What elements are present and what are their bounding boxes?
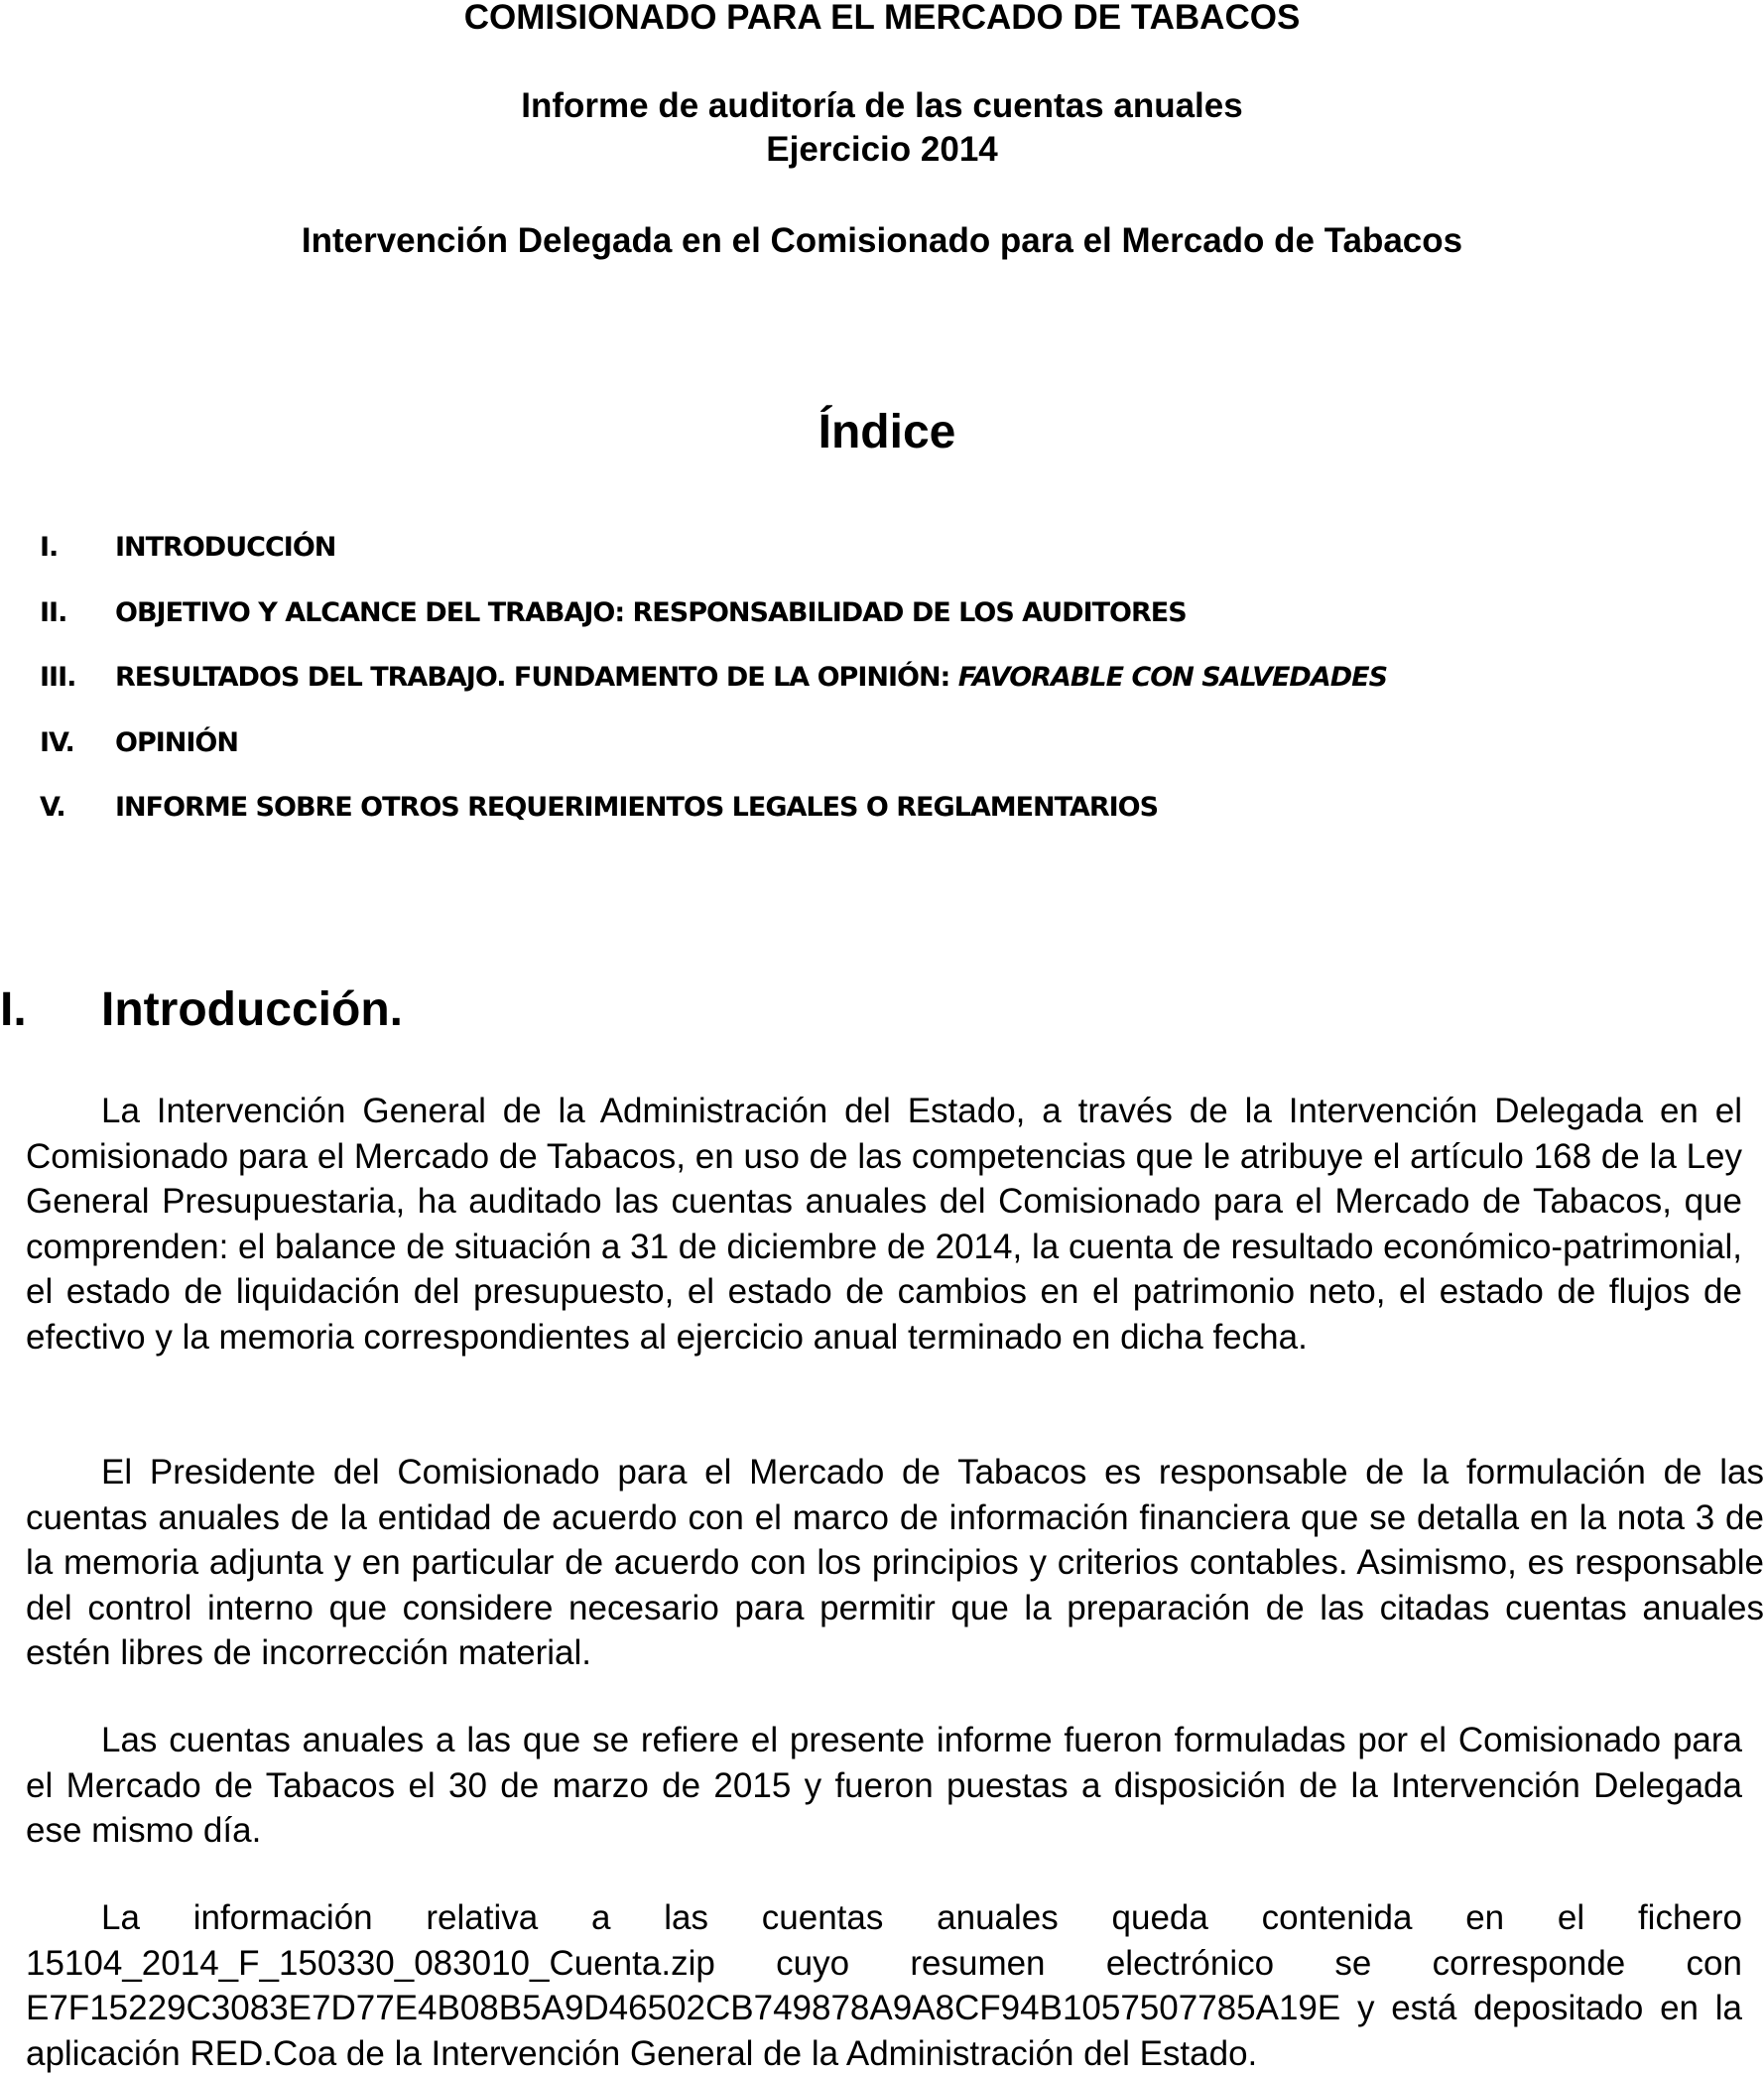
organization-title: COMISIONADO PARA EL MERCADO DE TABACOS (463, 0, 1301, 37)
toc-item-number: II. (40, 596, 67, 628)
body-paragraph: La Intervención General de la Administración del Estado, a través de la Intervención Delegada en el Comisionado para el Mercado de Tabacos, en uso de las competencias que le atribuye el artículo 168 de la Ley General Presupuestaria, ha auditado las cuentas anuales del Comisionado para el Mercado de Tabacos, que comprenden: el balance de situación a 31 de diciembre de 2014, la cuenta de resultado económico-patrimonial, el estado de liquidación del presupuesto, el estado de cambios en el patrimonio neto, el estado de flujos de efectivo y la memoria correspondientes al ejercicio anual terminado en dicha fecha. (26, 1092, 1742, 1357)
body-paragraph: El Presidente del Comisionado para el Mercado de Tabacos es responsable de la formulación de las cuentas anuales de la entidad de acuerdo con el marco de información financiera que se detalla en la nota 3 de la memoria adjunta y en particular de acuerdo con los principios y criterios contables. Asimismo, es responsable del control interno que considere necesario para permitir que la preparación de las citadas cuentas anuales estén libres de incorrección material. (26, 1453, 1764, 1672)
toc-item-label: OPINIÓN (115, 726, 238, 758)
department-title: Intervención Delegada en el Comisionado para el Mercado de Tabacos (301, 221, 1463, 260)
table-of-contents (0, 526, 1764, 851)
toc-item-emphasis: FAVORABLE CON SALVEDADES (957, 662, 1388, 693)
section-title: Introducción. (101, 983, 403, 1036)
toc-item-number: I. (40, 532, 59, 563)
body-paragraph: La información relativa a las cuentas anuales queda contenida en el fichero 15104_2014_F_150330_083010_Cuenta.zip cuyo resumen electrónico se corresponde con E7F15229C3083E7D77E4B08B5A9D46502CB749878A9A8CF94B1057507785A19E y está depositado en la aplicación RED.Coa de la Intervención General de la Administración del Estado. (26, 1898, 1742, 2073)
toc-item-number: IV. (40, 726, 74, 758)
toc-item-label: INFORME SOBRE OTROS REQUERIMIENTOS LEGALES O REGLAMENTARIOS (115, 792, 1159, 823)
toc-item-resultados (0, 656, 1764, 721)
toc-item-number: V. (40, 792, 65, 823)
toc-item-objetivo (0, 591, 1764, 657)
toc-item-label: RESULTADOS DEL TRABAJO. FUNDAMENTO DE LA OPINIÓN: FAVORABLE CON SALVEDADES (115, 662, 1388, 693)
toc-item-label: INTRODUCCIÓN (115, 532, 336, 563)
fiscal-year: Ejercicio 2014 (766, 130, 998, 169)
toc-item-number: III. (40, 662, 76, 693)
toc-item-introduccion (0, 526, 1764, 591)
toc-item-opinion (0, 721, 1764, 787)
report-title: Informe de auditoría de las cuentas anuales (521, 86, 1243, 125)
toc-title: Índice (818, 406, 956, 458)
toc-item-informe (0, 786, 1764, 851)
toc-item-label: OBJETIVO Y ALCANCE DEL TRABAJO: RESPONSABILIDAD DE LOS AUDITORES (115, 596, 1187, 628)
body-paragraph: Las cuentas anuales a las que se refiere el presente informe fueron formuladas por el Comisionado para el Mercado de Tabacos el 30 de marzo de 2015 y fueron puestas a disposición de la Intervención Delegada ese mismo día. (26, 1721, 1742, 1850)
section-number: I. (0, 983, 27, 1036)
